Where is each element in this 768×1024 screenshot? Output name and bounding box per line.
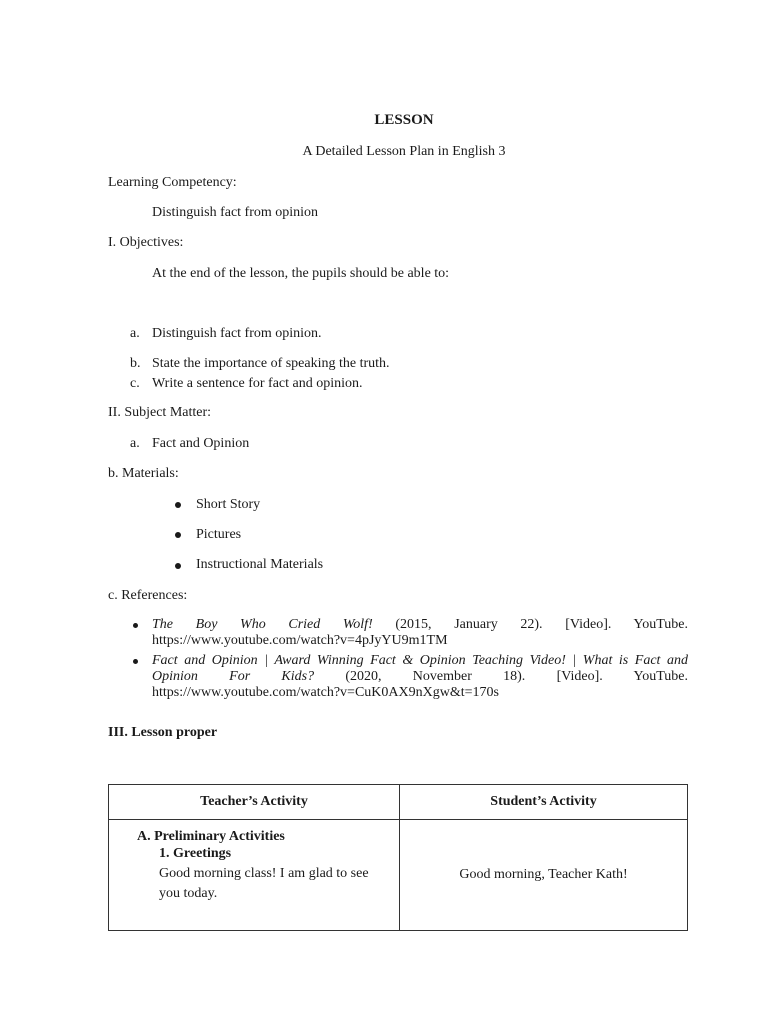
objective-item <box>130 376 363 392</box>
material-item: Short Story <box>196 497 261 512</box>
reference-citation <box>152 617 688 633</box>
reference-details: (2015, January 22). [Video]. YouTube. <box>395 617 689 632</box>
student-activity-header: Student’s Activity <box>400 785 688 820</box>
section-heading: A. Preliminary Activities <box>137 829 285 844</box>
bullet-icon <box>175 532 181 538</box>
topic-marker: a. <box>130 436 140 451</box>
topic-text: Fact and Opinion <box>152 436 250 451</box>
subject-matter-label: II. Subject Matter: <box>108 405 212 420</box>
table-row <box>109 820 688 931</box>
bullet-icon <box>133 623 138 628</box>
teacher-text: Good morning class! I am glad to see you today. <box>159 866 369 901</box>
objective-marker: c. <box>130 376 140 391</box>
materials-label: b. Materials: <box>108 466 179 481</box>
references-label: c. References: <box>108 588 188 603</box>
objectives-intro: At the end of the lesson, the pupils should be able to: <box>152 266 450 281</box>
reference-title: Fact and Opinion | Award Winning Fact & Opinion Teaching Video! | What is Fact and <box>152 653 688 668</box>
objectives-label: I. Objectives: <box>108 235 184 250</box>
student-activity-cell <box>400 820 688 931</box>
competency-text: Distinguish fact from opinion <box>152 205 319 220</box>
objective-text: Write a sentence for fact and opinion. <box>152 376 363 391</box>
teacher-activity-header: Teacher’s Activity <box>109 785 400 820</box>
reference-title-line <box>152 653 688 669</box>
bullet-icon <box>175 502 181 508</box>
objective-text: State the importance of speaking the truth. <box>152 356 390 371</box>
reference-url[interactable]: https://www.youtube.com/watch?v=4pJyYU9m1TM <box>152 633 448 648</box>
objective-text: Distinguish fact from opinion. <box>152 326 322 341</box>
objective-marker: b. <box>130 356 141 371</box>
document-subtitle: A Detailed Lesson Plan in English 3 <box>302 144 506 159</box>
subsection-heading: 1. Greetings <box>159 846 232 861</box>
student-text: Good morning, Teacher Kath! <box>459 867 628 882</box>
objective-marker: a. <box>130 326 140 341</box>
reference-title: The Boy Who Cried Wolf! <box>152 617 373 632</box>
document-title: LESSON <box>374 112 434 128</box>
lesson-proper-heading: III. Lesson proper <box>108 725 218 740</box>
reference-citation <box>152 669 688 685</box>
table-header-row <box>109 785 688 820</box>
reference-url[interactable]: https://www.youtube.com/watch?v=CuK0AX9nXgw&t=170s <box>152 685 499 700</box>
material-item: Pictures <box>196 527 242 542</box>
competency-label: Learning Competency: <box>108 175 237 190</box>
reference-details: (2020, November 18). [Video]. YouTube. <box>345 669 688 684</box>
material-item: Instructional Materials <box>196 557 324 572</box>
reference-item <box>152 653 688 701</box>
bullet-icon <box>133 659 138 664</box>
teacher-activity-cell <box>109 820 400 931</box>
reference-item <box>152 617 688 649</box>
activity-table <box>108 784 688 931</box>
objective-item <box>130 326 322 342</box>
bullet-icon <box>175 563 181 569</box>
objective-item <box>130 356 390 372</box>
reference-title: Opinion For Kids? <box>152 669 315 684</box>
topic-item <box>130 436 249 452</box>
